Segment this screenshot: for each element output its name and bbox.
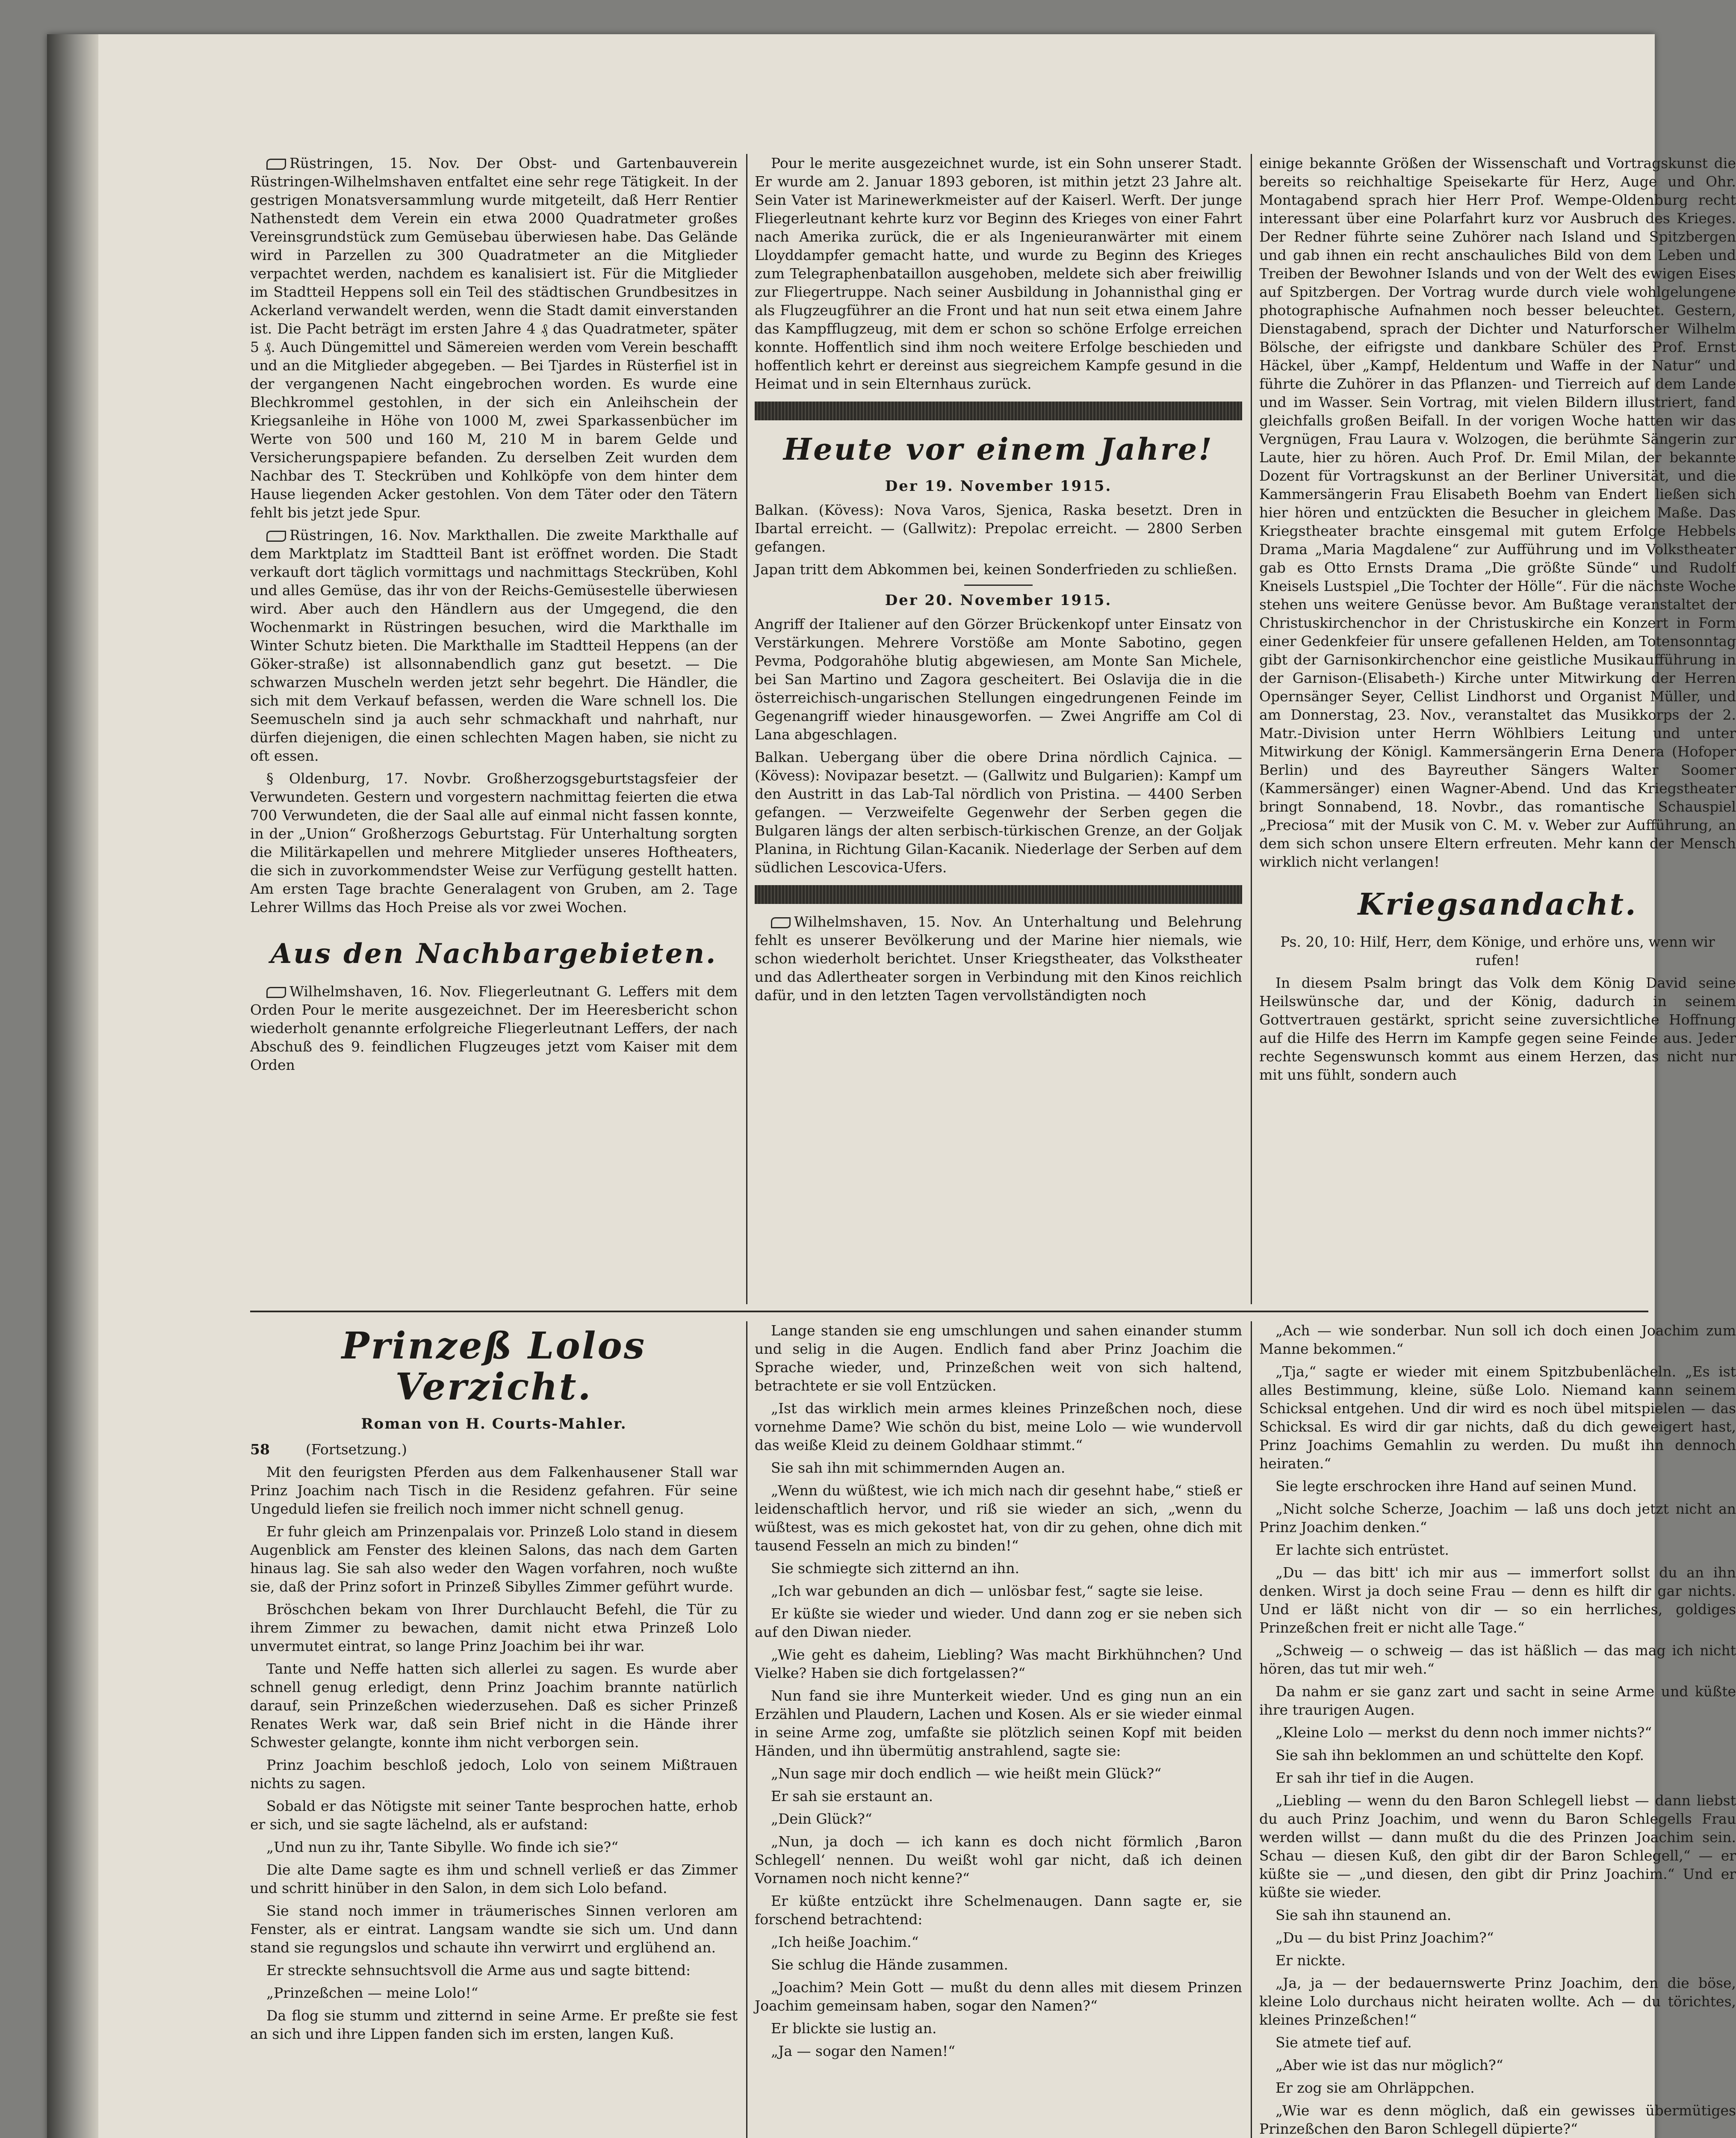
novel-paragraph: „Joachim? Mein Gott — mußt du denn alles mit diesem Prinzen Joachim gemeinsam haben, sogar den Namen?“ <box>755 1979 1242 2014</box>
report-japan: Japan tritt dem Abkommen bei, keinen Sonderfrieden zu schließen. <box>755 561 1237 578</box>
left-column <box>250 154 738 1300</box>
novel-paragraph: „Ich heiße Joachim.“ <box>771 1934 919 1950</box>
novel-paragraph: „Kleine Lolo — merkst du denn noch immer nichts?“ <box>1275 1724 1652 1741</box>
novel-paragraph: Er zog sie am Ohrläppchen. <box>1275 2079 1475 2096</box>
novel-paragraph: Sie legte erschrocken ihre Hand auf seinen Mund. <box>1275 1478 1637 1494</box>
novel-paragraph: Er küßte sie wieder und wieder. Und dann zog er sie neben sich auf den Diwan nieder. <box>755 1605 1242 1640</box>
date-19-nov: Der 19. November 1915. <box>885 478 1112 495</box>
novel-paragraph: „Ich war gebunden an dich — unlösbar fest,“ sagte sie leise. <box>771 1583 1203 1599</box>
novel-paragraph: Sie sah ihn beklommen an und schüttelte den Kopf. <box>1275 1747 1644 1763</box>
novel-paragraph: „Ach — wie sonderbar. Nun soll ich doch einen Joachim zum Manne bekommen.“ <box>1259 1322 1736 1357</box>
novel-paragraph: „Aber wie ist das nur möglich?“ <box>1275 2057 1503 2073</box>
novel-paragraph: Er blickte sie lustig an. <box>771 2020 937 2037</box>
novel-paragraph: Sie schmiegte sich zitternd an ihn. <box>771 1560 1019 1577</box>
novel-paragraph: Er lachte sich entrüstet. <box>1275 1541 1449 1558</box>
novel-paragraph: Prinz Joachim beschloß jedoch, Lolo von seinem Mißtrauen nichts zu sagen. <box>250 1757 738 1792</box>
novel-paragraph: Er küßte entzückt ihre Schelmenaugen. Dann sagte er, sie forschend betrachtend: <box>755 1893 1242 1928</box>
novel-byline: Roman von H. Courts-Mahler. <box>361 1415 627 1432</box>
novel-paragraph: Die alte Dame sagte es ihm und schnell verließ er das Zimmer und schritt hinüber in den Salon, in dem sich Lolo befand. <box>250 1861 738 1896</box>
article-ruestringen-16: Rüstringen, 16. Nov. Markthallen. Die zweite Markthalle auf dem Marktplatz im Stadtteil Bant ist eröffnet worden. Die Stadt verkauft dort täglich vormittags und nachmittags Steckrüben, Kohl und alles Gemüse, das ihr von der Reichs-Gemüsestelle überwiesen wird. Aber auch den Händlern aus der Umgegend, die den Wochenmarkt in Rüstringen besuchen, wird die Markthalle im Winter Schutz bieten. Die Markthalle im Stadtteil Heppens (an der Göker-straße) ist allsonnabendlich ganz gut besetzt. — Die schwarzen Muscheln werden jetzt sehr begehrt. Die Händler, die sich mit dem Verkauf befassen, werden die Ware schnell los. Die Seemuscheln sind ja auch sehr schmackhaft und nahrhaft, nur dürfen diejenigen, die einen schlechten Magen haben, sie nicht zu oft essen. <box>250 527 738 764</box>
novel-paragraph: „Ja, ja — der bedauernswerte Prinz Joachim, den die böse, kleine Lolo durchaus nicht heiraten wollte. Ach — du törichtes, kleines Prinzeßchen!“ <box>1259 1975 1736 2028</box>
right-column <box>1259 154 1736 1300</box>
column-divider <box>1251 154 1252 1304</box>
novel-paragraph: „Schweig — o schweig — das ist häßlich — das mag ich nicht hören, das tut mir weh.“ <box>1259 1642 1736 1677</box>
pointing-hand-icon <box>266 159 286 170</box>
report-balkan-19: Balkan. (Kövess): Nova Varos, Sjenica, Raska besetzt. Dren in Ibartal erreicht. — (Gallwitz): Prepolac erreicht. — 2800 Serben gefangen. <box>755 502 1242 555</box>
novel-paragraph: „Ist das wirklich mein armes kleines Prinzeßchen noch, diese vornehme Dame? Wie schön du bist, meine Lolo — wie wundervoll das weiße Kleid zu deinem Goldhaar stimmt.“ <box>755 1400 1242 1453</box>
article-leffers-cont: Pour le merite ausgezeichnet wurde, ist ein Sohn unserer Stadt. Er wurde am 2. Januar 1893 geboren, ist mithin jetzt 23 Jahre alt. Sein Vater ist Marinewerkmeister auf der Kaiserl. Werft. Der junge Fliegerleutnant kehrte kurz vor Beginn des Krieges von einer Fahrt nach Amerika zurück, die er als Ingenieuranwärter mit einem Lloyddampfer gemacht hatte, und wurde zu Beginn des Krieges zum Telegraphenbataillon ausgehoben, meldete sich aber freiwillig zur Fliegertruppe. Nach seiner Ausbildung in Johannisthal ging er als Flugzeugführer an die Front und hat nun seit etwa einem Jahre das Kampfflugzeug, mit dem er schon so schöne Erfolge erreichen konnte. Hoffentlich sind ihm noch weitere Erfolge beschieden und hoffentlich kehrt er dereinst aus siegreichem Kampfe gesund in die Heimat und in sein Elternhaus zurück. <box>755 155 1242 392</box>
novel-paragraph: „Ja — sogar den Namen!“ <box>771 2043 955 2059</box>
installment-note: (Fortsetzung.) <box>305 1441 407 1458</box>
novel-paragraph: „Wie war es denn möglich, daß ein gewisses übermütiges Prinzeßchen den Baron Schlegell düpierte?“ <box>1259 2102 1736 2137</box>
column-divider <box>746 154 747 1304</box>
novel-paragraph: Mit den feurigsten Pferden aus dem Falkenhausener Stall war Prinz Joachim nach Tisch in die Residenz gefahren. Für seine Ungeduld liefen sie freilich noch immer nicht schnell genug. <box>250 1464 738 1517</box>
report-italy: Angriff der Italiener auf den Görzer Brückenkopf unter Einsatz von Verstärkungen. Mehrere Vorstöße am Monte Sabotino, gegen Pevma, Podgorahöhe blutig abgewiesen, am Monte San Michele, bei San Martino und Zagora gescheitert. Bei Oslavija die in die österreichisch-ungarischen Stellungen eingedrungenen Feinde im Gegenangriff wieder hinausgeworfen. — Zwei Angriffe am Col di Lana abgeschlagen. <box>755 616 1242 743</box>
novel-paragraph: Er streckte sehnsuchtsvoll die Arme aus und sagte bittend: <box>266 1962 691 1979</box>
section-heading-nachbargebiete: Aus den Nachbargebieten. <box>270 938 717 970</box>
novel-paragraph: Sie sah ihn staunend an. <box>1275 1907 1452 1923</box>
novel-title: Prinzeß Lolos Verzicht. <box>341 1324 647 1409</box>
installment-number: 58 <box>250 1441 270 1458</box>
pointing-hand-icon <box>771 917 791 928</box>
heading-kriegsandacht: Kriegsandacht. <box>1358 886 1638 922</box>
novel-paragraph: „Dein Glück?“ <box>771 1810 872 1827</box>
pointing-hand-icon <box>266 531 286 542</box>
novel-paragraph: Er nickte. <box>1275 1952 1346 1969</box>
article-wilhelmshaven-15: Wilhelmshaven, 15. Nov. An Unterhaltung und Belehrung fehlt es unserer Bevölkerung und der Marine hier niemals, wie schon wiederholt berichtet. Unser Kriegstheater, das Volkstheater und das Adlertheater sorgen in Verbindung mit den Kinos reichlich dafür, und in den letzten Tagen vervollständigten noch <box>755 913 1242 1004</box>
novel-column-3 <box>1259 1321 1736 2138</box>
section-divider <box>250 1311 1648 1312</box>
novel-paragraph: Da flog sie stumm und zitternd in seine Arme. Er preßte sie fest an sich und ihre Lippen fanden sich im ersten, langen Kuß. <box>250 2007 738 2042</box>
article-vortraege: einige bekannte Größen der Wissenschaft und Vortragskunst die bereits so reichhaltige Speisekarte für Herz, Auge und Ohr. Montagabend sprach hier Herr Prof. Wempe-Oldenburg recht interessant über eine Polarfahrt kurz vor Ausbruch des Krieges. Der Redner führte seine Zuhörer nach Island und Spitzbergen und gab ihnen ein recht anschauliches Bild von dem Leben und Treiben der Bewohner Islands und von der Welt des ewigen Eises auf Spitzbergen. Der Vortrag wurde durch viele wohlgelungene photographische Aufnahmen noch besser beleuchtet. Gestern, Dienstagabend, sprach der Dichter und Naturforscher Wilhelm Bölsche, der eifrigste und dankbare Schüler des Prof. Ernst Häckel, über „Kampf, Heldentum und Waffe in der Natur“ und führte die Zuhörer in das Pflanzen- und Tierreich auf dem Lande und im Wasser. Sein Vortrag, mit vielen Bildern illustriert, fand gleichfalls großen Beifall. In der vorigen Woche hatten wir das Vergnügen, Frau Laura v. Wolzogen, die berühmte Sängerin zur Laute, hier zu hören. Auch Prof. Dr. Emil Milan, der bekannte Dozent für Vortragskunst an der Berliner Universität, und die Kammersängerin Frau Elisabeth Boehm van Endert ließen sich hier hören und entzückten die Besucher in gleichem Maße. Das Kriegstheater brachte einsgemal mit gutem Erfolge Hebbels Drama „Maria Magdalene“ zur Aufführung und im Volkstheater gab es Otto Ernsts Drama „Die größte Sünde“ und Rudolf Kneisels Lustspiel „Die Tochter der Hölle“. Für die nächste Woche stehen uns weitere Genüsse bevor. Am Bußtage veranstaltet der Christuskirchenchor in der Christuskirche ein Konzert in Form einer Gedenkfeier für unsere gefallenen Helden, am Totensonntag gibt der Garnisonkirchenchor eine geistliche Musikaufführung in der Garnison-(Elisabeth-) Kirche unter Mitwirkung der Herren Opernsänger Seyer, Cellist Lindhorst und Organist Müller, und am Donnerstag, 23. Nov., veranstaltet das Musikkorps der 2. Matr.-Division unter Herrn Wöhlbiers Leitung und unter Mitwirkung der Königl. Kammersängerin Erna Denera (Hofoper Berlin) und des Bayreuther Sängers Walter Soomer (Kammersänger) einen Wagner-Abend. Und das Kriegstheater bringt Sonnabend, 18. Novbr., das romantische Schauspiel „Preciosa“ mit der Musik von C. M. v. Weber zur Aufführung, an dem sich schon unsere Eltern erfreuten. Mehr kann der Mensch wirklich nicht verlangen! <box>1259 155 1736 870</box>
novel-paragraph: Er sah sie erstaunt an. <box>771 1788 933 1804</box>
novel-paragraph: Er sah ihr tief in die Augen. <box>1275 1769 1474 1786</box>
novel-paragraph: „Nicht solche Scherze, Joachim — laß uns doch jetzt nicht an Prinz Joachim denken.“ <box>1259 1500 1736 1536</box>
novel-paragraph: „Tja,“ sagte er wieder mit einem Spitzbubenlächeln. „Es ist alles Bestimmung, kleine, süße Lolo. Niemand kann seinem Schicksal entgehen. Und dir wird es noch übel mitspielen — das Schicksal. Es wird dir gar nichts, daß du dich geweigert hast, Prinz Joachims Gemahlin zu werden. Du mußt ihn dennoch heiraten.“ <box>1259 1363 1736 1472</box>
report-balkan-20: Balkan. Uebergang über die obere Drina nördlich Cajnica. — (Kövess): Novipazar besetzt. — (Gallwitz und Bulgarien): Kampf um den Austritt in das Lab-Tal nördlich von Pristina. — 4400 Serben gefangen. — Verzweifelte Gegenwehr der Serben gegen die Bulgaren längs der alten serbisch-türkischen Grenze, an der Goljak Planina, in Richtung Gilan-Kacanik. Niederlage der Serben auf dem südlichen Lescovica-Ufers. <box>755 749 1242 876</box>
novel-paragraph: Lange standen sie eng umschlungen und sahen einander stumm und selig in die Augen. Endlich fand aber Prinz Joachim die Sprache wieder, und, Prinzeßchen weit von sich haltend, betrachtete er sie voll Entzücken. <box>755 1322 1242 1394</box>
date-20-nov: Der 20. November 1915. <box>885 592 1112 609</box>
novel-paragraph: „Liebling — wenn du den Baron Schlegell liebst — dann liebst du auch Prinz Joachim, und wenn du Baron Schlegells Frau werden willst — dann mußt du die des Prinzen Joachim sein. Schau — diesen Kuß, den gibt dir der Baron Schlegell,“ — er küßte sie — „und diesen, den gibt dir Prinz Joachim.“ Und er küßte sie wieder. <box>1259 1792 1736 1901</box>
ornamental-bar <box>755 402 1242 420</box>
column-divider <box>746 1321 747 2138</box>
novel-paragraph: „Und nun zu ihr, Tante Sibylle. Wo finde ich sie?“ <box>266 1839 619 1855</box>
novel-paragraph: „Wie geht es daheim, Liebling? Was macht Birkhühnchen? Und Vielke? Haben sie dich fortgelassen?“ <box>755 1646 1242 1681</box>
novel-paragraph: Sie schlug die Hände zusammen. <box>771 1956 1008 1973</box>
heading-heute-vor-einem-jahre: Heute vor einem Jahre! <box>783 431 1213 467</box>
novel-paragraph: Sie stand noch immer in träumerisches Sinnen verloren am Fenster, als er eintrat. Langsam wandte sie sich um. Und dann stand sie regungslos und schaute ihn verwirrt und erglühend an. <box>250 1902 738 1956</box>
short-rule <box>964 585 1033 586</box>
newspaper-page <box>47 34 1736 2138</box>
novel-column-2 <box>755 1321 1242 2138</box>
middle-column <box>755 154 1242 1300</box>
book-spine <box>47 34 98 2138</box>
novel-paragraph: Er fuhr gleich am Prinzenpalais vor. Prinzeß Lolo stand in diesem Augenblick am Fenster des kleinen Salons, das nach dem Garten hinaus lag. Sie sah also weder den Wagen vorfahren, noch wußte sie, daß der Prinz sofort in Prinzeß Sibylles Zimmer geführt wurde. <box>250 1523 738 1595</box>
novel-column-1 <box>250 1321 738 2138</box>
novel-paragraph: Sobald er das Nötigste mit seiner Tante besprochen hatte, erhob er sich, und sie sagte lächelnd, als er aufstand: <box>250 1798 738 1833</box>
novel-paragraph: Da nahm er sie ganz zart und sacht in seine Arme und küßte ihre traurigen Augen. <box>1259 1683 1736 1718</box>
novel-paragraph: „Du — das bitt' ich mir aus — immerfort sollst du an ihn denken. Wirst ja doch seine Frau — denn es hilft dir gar nichts. Und er läßt nicht von dir — so ein herrliches, goldiges Prinzeßchen freit er nicht alle Tage.“ <box>1259 1564 1736 1636</box>
ornamental-bar <box>755 885 1242 904</box>
novel-paragraph: „Prinzeßchen — meine Lolo!“ <box>266 1984 478 2001</box>
novel-paragraph: „Nun, ja doch — ich kann es doch nicht förmlich ‚Baron Schlegell‘ nennen. Du weißt wohl gar nicht, daß ich deinen Vornamen noch nicht kenne?“ <box>755 1833 1242 1887</box>
psalm-verse: Ps. 20, 10: Hilf, Herr, dem Könige, und erhöre uns, wenn wir rufen! <box>1280 933 1715 969</box>
article-ruestringen-15: Rüstringen, 15. Nov. Der Obst- und Gartenbauverein Rüstringen-Wilhelmshaven entfaltet eine sehr rege Tätigkeit. In der gestrigen Monatsversammlung wurde mitgeteilt, daß Herr Rentier Nathenstedt dem Verein ein etwa 2000 Quadratmeter großes Vereinsgrundstück zum Gemüsebau überwiesen habe. Das Gelände wird in Parzellen zu 300 Quadratmeter an die Mitglieder verpachtet werden, nachdem es kanalisiert ist. Für die Mitglieder im Stadtteil Heppens soll ein Teil des städtischen Grundbesitzes in Ackerland verwandelt werden, wenn die Stadt damit einverstanden ist. Die Pacht beträgt im ersten Jahre 4 ₰ das Quadratmeter, später 5 ₰. Auch Düngemittel und Sämereien werden vom Verein beschafft und an die Mitglieder abgegeben. — Bei Tjardes in Rüsterfiel ist in der vergangenen Nacht eingebrochen worden. Es wurde eine Blechkrommel gestohlen, in der sich ein Anleihschein der Kriegsanleihe in Höhe von 1000 M, zwei Sparkassenbücher im Werte von 500 und 160 M, 210 M in barem Gelde und Versicherungspapiere befanden. Zu derselben Zeit wurden dem Nachbar des T. Steckrüben und Kohlköpfe von dem hinter dem Hause liegenden Acker gestohlen. Von dem Täter oder den Tätern fehlt bis jetzt jede Spur. <box>250 155 738 521</box>
article-oldenburg: § Oldenburg, 17. Novbr. Großherzogsgeburtstagsfeier der Verwundeten. Gestern und vorgestern nachmittag feierten die etwa 700 Verwundeten, die der Saal alle auf einmal nicht fassen konnte, in der „Union“ Großherzogs Geburtstag. Für Unterhaltung sorgten die Militärkapellen und mehrere Mitglieder unseres Hoftheaters, die sich in zuvorkommendster Weise zur Verfügung gestellt hatten. Am ersten Tage brachte Generalagent von Gruben, am 2. Tage Lehrer Willms das Hoch Preise als vor zwei Wochen. <box>250 770 738 915</box>
novel-paragraph: Sie sah ihn mit schimmernden Augen an. <box>771 1459 1066 1476</box>
andacht-text: In diesem Psalm bringt das Volk dem König David seine Heilswünsche dar, und der König, dadurch in seinem Gottvertrauen gestärkt, spricht seine zuversichtliche Hoffnung auf die Hilfe des Herrn im Kampfe gegen seine Feinde aus. Jeder rechte Segenswunsch kommt aus einem Herzen, das nicht nur mit uns fühlt, sondern auch <box>1259 975 1736 1083</box>
novel-installment <box>250 1440 738 1459</box>
novel-paragraph: Tante und Neffe hatten sich allerlei zu sagen. Es wurde aber schnell genug erledigt, denn Prinz Joachim brannte natürlich darauf, sein Prinzeßchen wiederzusehen. Daß es sicher Prinzeß Renates Werk war, daß sein Brief nicht in die Hände ihrer Schwester gelangte, konnte ihm nicht verborgen sein. <box>250 1660 738 1751</box>
novel-paragraph: Nun fand sie ihre Munterkeit wieder. Und es ging nun an ein Erzählen und Plaudern, Lachen und Kosen. Als er sie wieder einmal in seine Arme zog, umfaßte sie plötzlich seinen Kopf mit beiden Händen, und ihn übermütig anstrahlend, sagte sie: <box>755 1687 1242 1759</box>
novel-paragraph: „Wenn du wüßtest, wie ich mich nach dir gesehnt habe,“ stieß er leidenschaftlich hervor, und riß sie wieder an sich, „wenn du wüßtest, was es mich gekostet hat, von dir zu gehen, ohne dich mit tausend Fesseln an mich zu binden!“ <box>755 1482 1242 1554</box>
novel-paragraph: „Nun sage mir doch endlich — wie heißt mein Glück?“ <box>771 1765 1162 1782</box>
column-divider <box>1251 1321 1252 2138</box>
novel-paragraph: „Du — du bist Prinz Joachim?“ <box>1275 1929 1494 1946</box>
novel-paragraph: Sie atmete tief auf. <box>1275 2034 1412 2051</box>
article-wilhelmshaven-16: Wilhelmshaven, 16. Nov. Fliegerleutnant G. Leffers mit dem Orden Pour le merite ausgezeichnet. Der im Heeresbericht schon wiederholt genannte erfolgreiche Fliegerleutnant Leffers, der nach Abschuß des 9. feindlichen Flugzeuges jetzt vom Kaiser mit dem Orden <box>250 983 738 1073</box>
pointing-hand-icon <box>266 987 286 998</box>
novel-paragraph: Bröschchen bekam von Ihrer Durchlaucht Befehl, die Tür zu ihrem Zimmer zu bewachen, damit nicht etwa Prinzeß Lolo unvermutet eintrat, so lange Prinz Joachim bei ihr war. <box>250 1601 738 1654</box>
